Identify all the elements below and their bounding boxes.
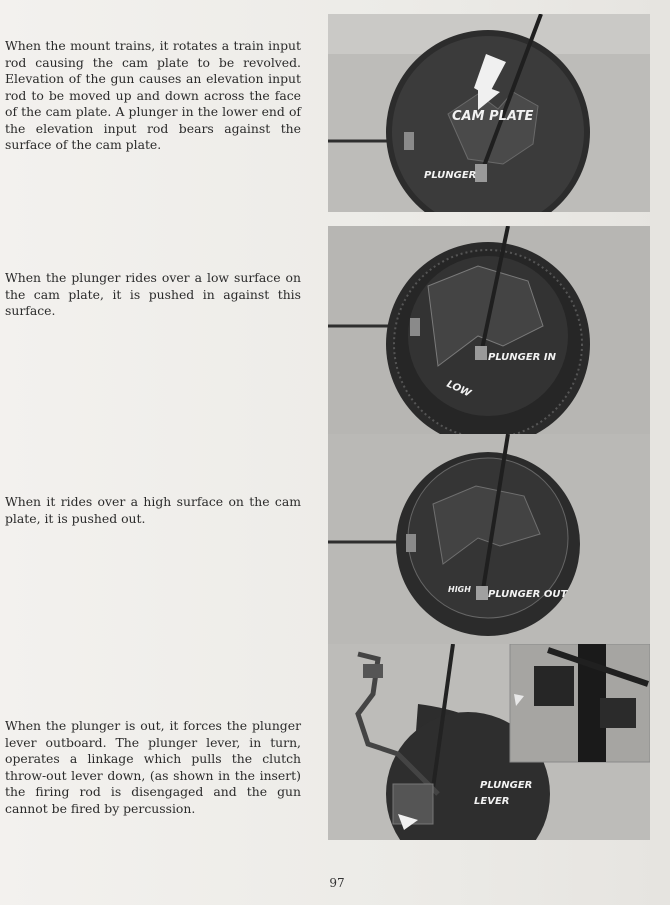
label-plunger: PLUNGER bbox=[424, 170, 477, 181]
label-plunger-in: PLUNGER IN bbox=[488, 352, 556, 363]
plunger-lever-illustration bbox=[328, 644, 650, 840]
plunger-out-illustration bbox=[328, 434, 650, 644]
label-cam-plate: CAM PLATE bbox=[452, 109, 534, 124]
caption-plunger-in: When the plunger rides over a low surface on the cam plate, it is pushed in against this surface. bbox=[5, 270, 301, 318]
caption-cam-plate: When the mount trains, it rotates a train input rod causing the cam plate to be revolved. Elevation of the gun causes an elevation input rod to be moved up and down across the face of the cam plate. A plunger in the lower end of the elevation input rod bears against the surface of the cam plate. bbox=[5, 38, 301, 152]
caption-plunger-lever: When the plunger is out, it forces the plunger lever outboard. The plunger lever, in turn, operates a linkage which pulls the clutch throw-out lever down, (as shown in the insert) the firing rod is disengaged and the gun cannot be fired by percussion. bbox=[5, 718, 301, 816]
label-high: HIGH bbox=[448, 585, 471, 594]
photo-plunger-out bbox=[328, 434, 650, 644]
label-lever: LEVER bbox=[474, 796, 510, 807]
label-low: LOW bbox=[444, 378, 473, 400]
label-plunger-out: PLUNGER OUT bbox=[488, 589, 568, 600]
label-lever-plunger: PLUNGER bbox=[480, 780, 533, 791]
plunger-in-illustration bbox=[328, 226, 650, 434]
cam-plate-illustration bbox=[328, 14, 650, 212]
caption-plunger-out: When it rides over a high surface on the cam plate, it is pushed out. bbox=[5, 494, 301, 526]
photo-plunger-in bbox=[328, 226, 650, 434]
page-number: 97 bbox=[329, 876, 345, 890]
photo-cam-plate bbox=[328, 14, 650, 212]
photo-plunger-lever bbox=[328, 644, 650, 840]
